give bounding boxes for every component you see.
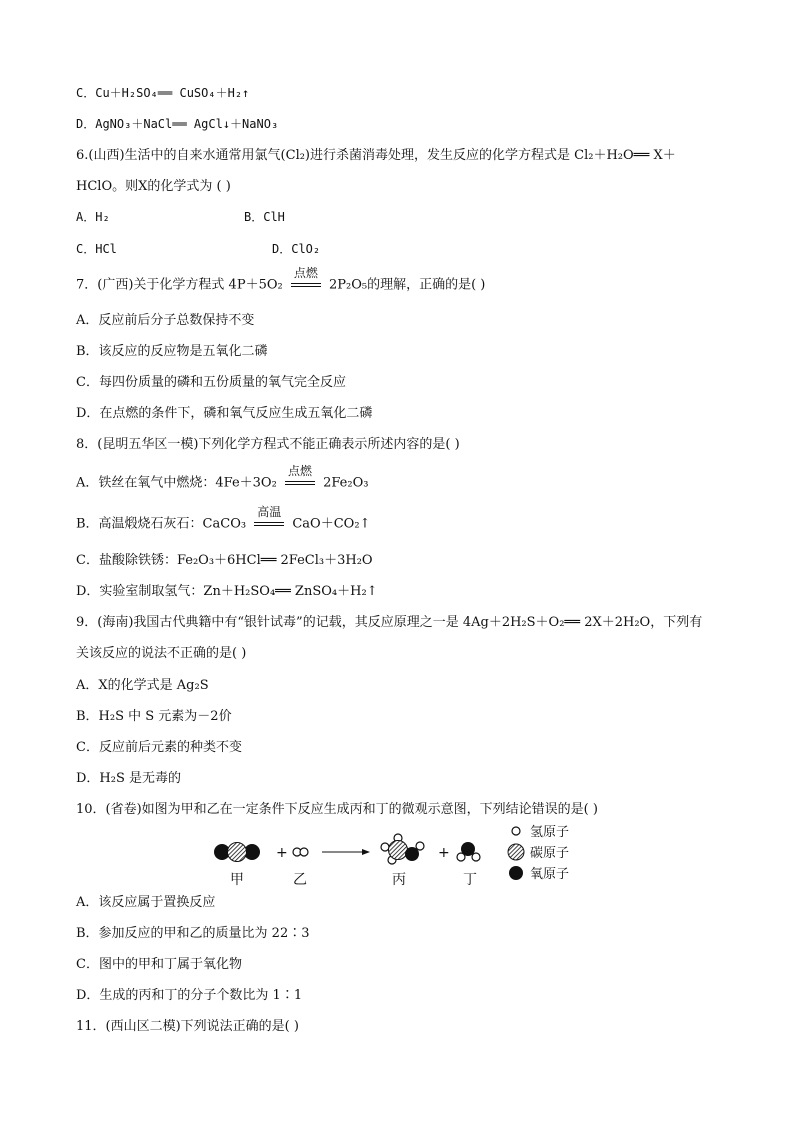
q8-option-a-suffix: 2Fe₂O₃ <box>323 475 369 491</box>
q6-stem-line2: HClO。则X的化学式为 ( ) <box>76 179 231 194</box>
molecule-ding <box>457 842 480 861</box>
q7-option-d: D．在点燃的条件下，磷和氧气反应生成五氧化二磷 <box>76 406 373 421</box>
q9-option-d: D．H₂S 是无毒的 <box>76 771 182 786</box>
q6-option-b: B．ClH <box>244 210 285 224</box>
q10-option-a: A．该反应属于置换反应 <box>76 895 216 910</box>
legend-hydrogen-label: 氢原子 <box>530 825 570 840</box>
legend <box>508 825 569 882</box>
q9-stem-line2: 关该反应的说法不正确的是( ) <box>76 646 247 661</box>
legend-oxygen-icon <box>509 866 523 880</box>
q6-stem-line1: 6.(山西)生活中的自来水通常用氯气(Cl₂)进行杀菌消毒处理，发生反应的化学方程式是 Cl₂＋H₂O══ X＋ <box>76 148 676 163</box>
q7-stem-prefix: 7．(广西)关于化学方程式 4P＋5O₂ <box>76 277 283 293</box>
q10-stem: 10．(省卷)如图为甲和乙在一定条件下反应生成丙和丁的微观示意图，下列结论错误的是( ) <box>76 802 598 817</box>
q8-option-b-prefix: B．高温煅烧石灰石：CaCO₃ <box>76 516 247 532</box>
q9-option-b: B．H₂S 中 S 元素为－2价 <box>76 709 232 724</box>
q10-option-c: C．图中的甲和丁属于氧化物 <box>76 957 242 972</box>
molecule-bing <box>381 834 424 864</box>
label-ding: 丁 <box>463 872 477 888</box>
q10-option-d: D．生成的丙和丁的分子个数比为 1∶1 <box>76 988 303 1003</box>
plus-sign-1: + <box>276 845 288 861</box>
hydrogen-atom <box>472 853 480 861</box>
q8-b-condition: 高温 <box>257 505 282 519</box>
q7-option-c: C．每四份质量的磷和五份质量的氧气完全反应 <box>76 375 346 390</box>
hydrogen-atom <box>457 853 465 861</box>
molecule-reaction-diagram <box>210 822 590 892</box>
q7-option-b: B．该反应的反应物是五氧化二磷 <box>76 344 268 359</box>
carbon-atom <box>389 841 408 860</box>
q9-option-a: A．X的化学式是 Ag₂S <box>76 678 209 693</box>
q8-option-b <box>76 505 371 534</box>
q8-a-condition: 点燃 <box>287 464 312 478</box>
q8-b-reaction-sign <box>252 505 286 533</box>
q7-stem <box>76 266 486 295</box>
q7-reaction-sign <box>289 266 323 294</box>
equal-bar <box>254 522 284 523</box>
q8-option-b-suffix: CaO＋CO₂↑ <box>292 516 371 532</box>
q7-condition: 点燃 <box>293 266 318 280</box>
q7-stem-suffix: 2P₂O₅的理解，正确的是( ) <box>329 277 486 293</box>
q10-option-b: B．参加反应的甲和乙的质量比为 22∶3 <box>76 926 310 941</box>
q8-option-a-prefix: A．铁丝在氧气中燃烧：4Fe＋3O₂ <box>76 475 277 491</box>
legend-oxygen-label: 氧原子 <box>530 867 570 882</box>
q7-option-a: A．反应前后分子总数保持不变 <box>76 313 255 328</box>
equal-bar <box>285 481 315 482</box>
hydrogen-atom <box>416 842 424 850</box>
reaction-arrow <box>322 849 370 855</box>
molecule-yi <box>293 848 308 856</box>
equal-bar <box>291 286 321 287</box>
q5-option-d: D．AgNO₃＋NaCl══ AgCl↓＋NaNO₃ <box>76 117 279 131</box>
q6-option-a: A．H₂ <box>76 210 110 224</box>
q9-stem-line1: 9．(海南)我国古代典籍中有“银针试毒”的记载，其反应原理之一是 4Ag＋2H₂S＋O₂══ 2X＋2H₂O，下列有 <box>76 615 703 630</box>
plus-sign-2: + <box>438 845 450 861</box>
q5-option-c: C．Cu＋H₂SO₄══ CuSO₄＋H₂↑ <box>76 86 250 100</box>
q8-stem: 8．(昆明五华区一模)下列化学方程式不能正确表示所述内容的是( ) <box>76 437 460 452</box>
label-bing: 丙 <box>392 872 406 888</box>
label-yi: 乙 <box>293 872 307 888</box>
equal-bar <box>254 525 284 526</box>
q8-option-a <box>76 464 369 493</box>
legend-carbon-label: 碳原子 <box>530 846 570 861</box>
q9-option-c: C．反应前后元素的种类不变 <box>76 740 242 755</box>
hydrogen-atom <box>300 848 308 856</box>
q8-a-reaction-sign <box>283 464 317 492</box>
equal-bar <box>291 283 321 284</box>
q6-option-d: D．ClO₂ <box>272 242 321 256</box>
legend-hydrogen-icon <box>512 827 520 835</box>
equal-bar <box>285 484 315 485</box>
q6-option-c: C．HCl <box>76 242 117 256</box>
q8-option-c: C．盐酸除铁锈：Fe₂O₃＋6HCl══ 2FeCl₃＋3H₂O <box>76 553 373 568</box>
hydrogen-atom <box>381 843 389 851</box>
carbon-atom <box>228 843 247 862</box>
q8-option-d: D．实验室制取氢气：Zn＋H₂SO₄══ ZnSO₄＋H₂↑ <box>76 584 378 599</box>
q11-stem: 11．(西山区二模)下列说法正确的是( ) <box>76 1019 299 1034</box>
legend-carbon-icon <box>508 844 524 860</box>
molecule-jia <box>214 843 260 862</box>
label-jia: 甲 <box>230 872 244 888</box>
